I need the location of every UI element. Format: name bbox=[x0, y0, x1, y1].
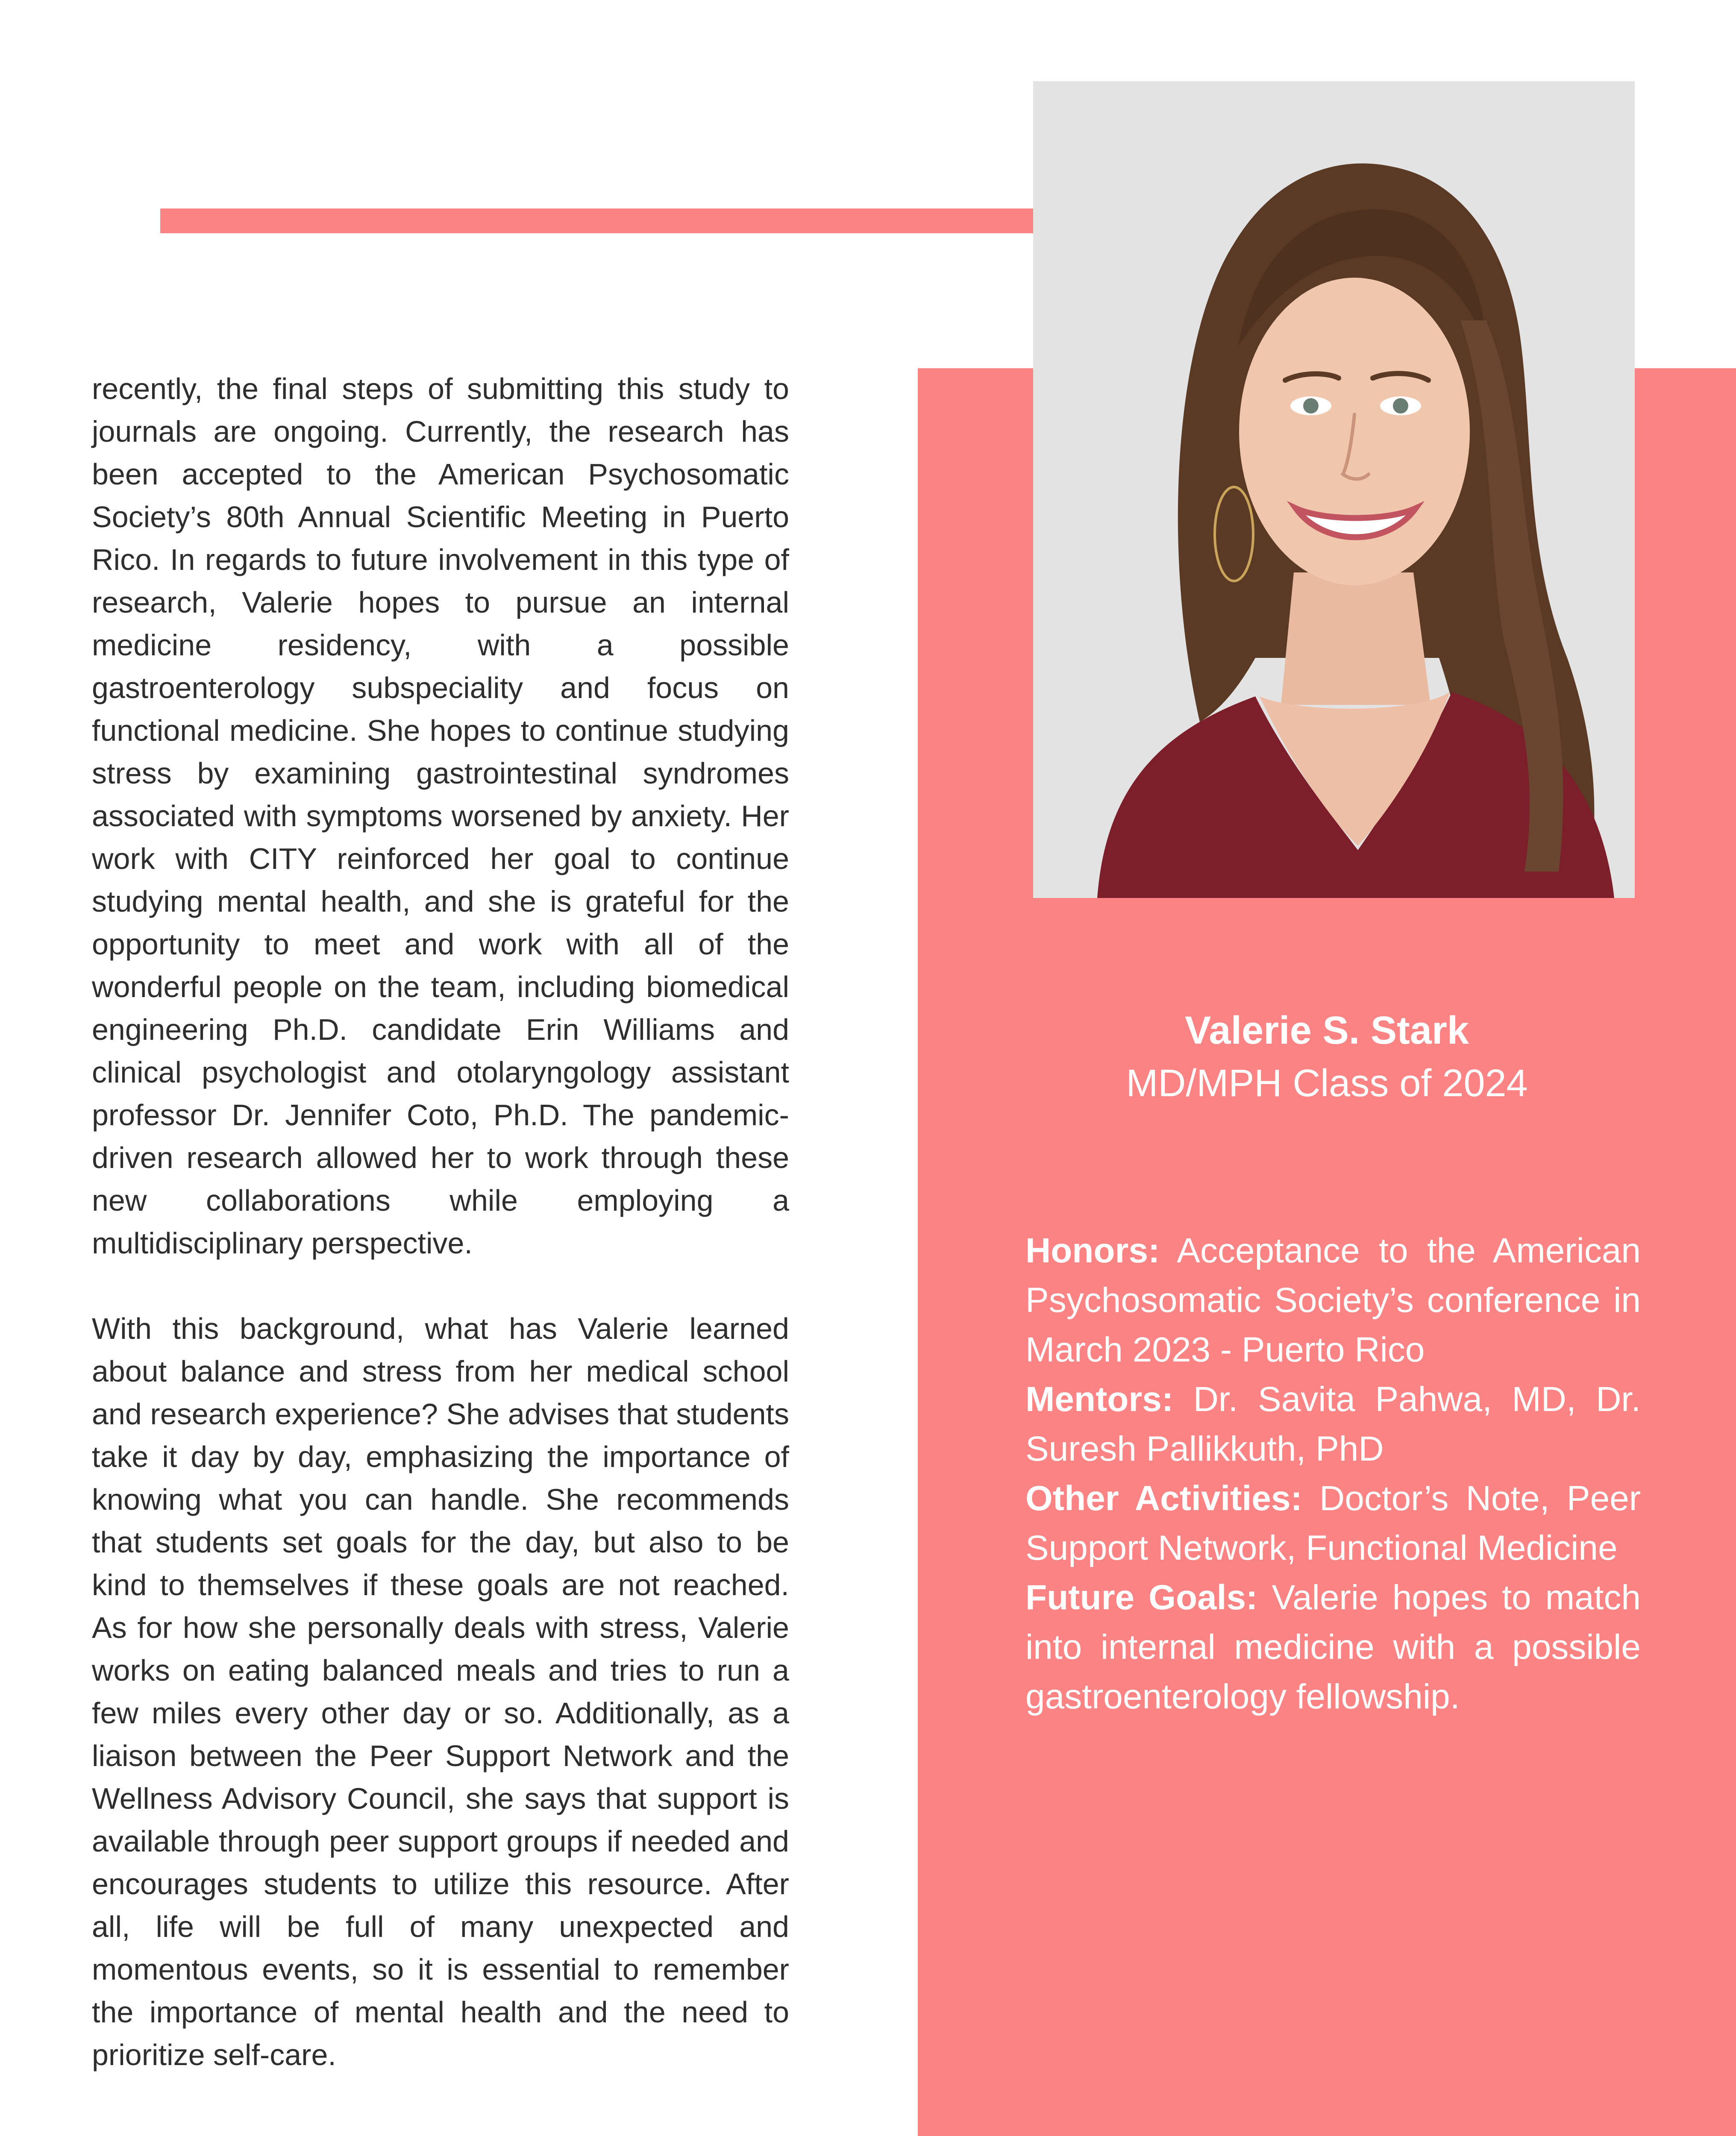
activities-label: Other Activities: bbox=[1025, 1479, 1302, 1518]
mentors-text: Dr. Savita Pahwa, MD, Dr. Suresh Pallikkuth, PhD bbox=[1025, 1380, 1641, 1468]
accent-bar bbox=[160, 208, 1036, 233]
portrait-photo bbox=[1033, 81, 1635, 898]
activities-entry bbox=[1025, 1474, 1641, 1573]
profile-name: Valerie S. Stark bbox=[1185, 1009, 1469, 1052]
profile-details bbox=[1025, 1226, 1641, 1722]
goals-text: Valerie hopes to match into internal medicine with a possible gastroenterology fellowship. bbox=[1025, 1578, 1641, 1716]
honors-entry bbox=[1025, 1226, 1641, 1375]
profile-degree: MD/MPH Class of 2024 bbox=[1126, 1062, 1528, 1105]
activities-text: Doctor’s Note, Peer Support Network, Functional Medicine bbox=[1025, 1479, 1641, 1567]
honors-label: Honors: bbox=[1025, 1231, 1160, 1270]
goals-label: Future Goals: bbox=[1025, 1578, 1258, 1617]
article-paragraph: With this background, what has Valerie learned about balance and stress from her medical school and research experience? She advises that students take it day by day, emphasizing the importance of knowing what you can handle. She recommends that students set goals for the day, but also to be kind to themselves if these goals are not reached. As for how she personally deals with stress, Valerie works on eating balanced meals and tries to run a few miles every other day or so. Additionally, as a liaison between the Peer Support Network and the Wellness Advisory Council, she says that support is available through peer support groups if needed and encourages students to utilize this resource. After all, life will be full of many unexpected and momentous events, so it is essential to remember the importance of mental health and the need to prioritize self-care. bbox=[92, 1312, 789, 2071]
goals-entry bbox=[1025, 1573, 1641, 1722]
mentors-entry bbox=[1025, 1375, 1641, 1474]
honors-text: Acceptance to the American Psychosomatic Society’s conference in March 2023 - Puerto Rico bbox=[1025, 1231, 1641, 1369]
article-body bbox=[92, 367, 789, 2076]
article-paragraph: recently, the final steps of submitting this study to journals are ongoing. Currently, the research has been accepted to the American Psychosomatic Society’s 80th Annual Scientific Meeting in Puerto Rico. In regards to future involvement in this type of research, Valerie hopes to pursue an internal medicine residency, with a possible gastroenterology subspeciality and focus on functional medicine. She hopes to continue studying stress by examining gastrointestinal syndromes associated with symptoms worsened by anxiety. Her work with CITY reinforced her goal to continue studying mental health, and she is grateful for the opportunity to meet and work with all of the wonderful people on the team, including biomedical engineering Ph.D. candidate Erin Williams and clinical psychologist and otolaryngology assistant professor Dr. Jennifer Coto, Ph.D. The pandemic-driven research allowed her to work through these new collaborations while employing a multidisciplinary perspective. bbox=[92, 372, 789, 1260]
portrait-illustration bbox=[1033, 81, 1635, 898]
mentors-label: Mentors: bbox=[1025, 1380, 1174, 1419]
profile-header bbox=[918, 1004, 1736, 1110]
